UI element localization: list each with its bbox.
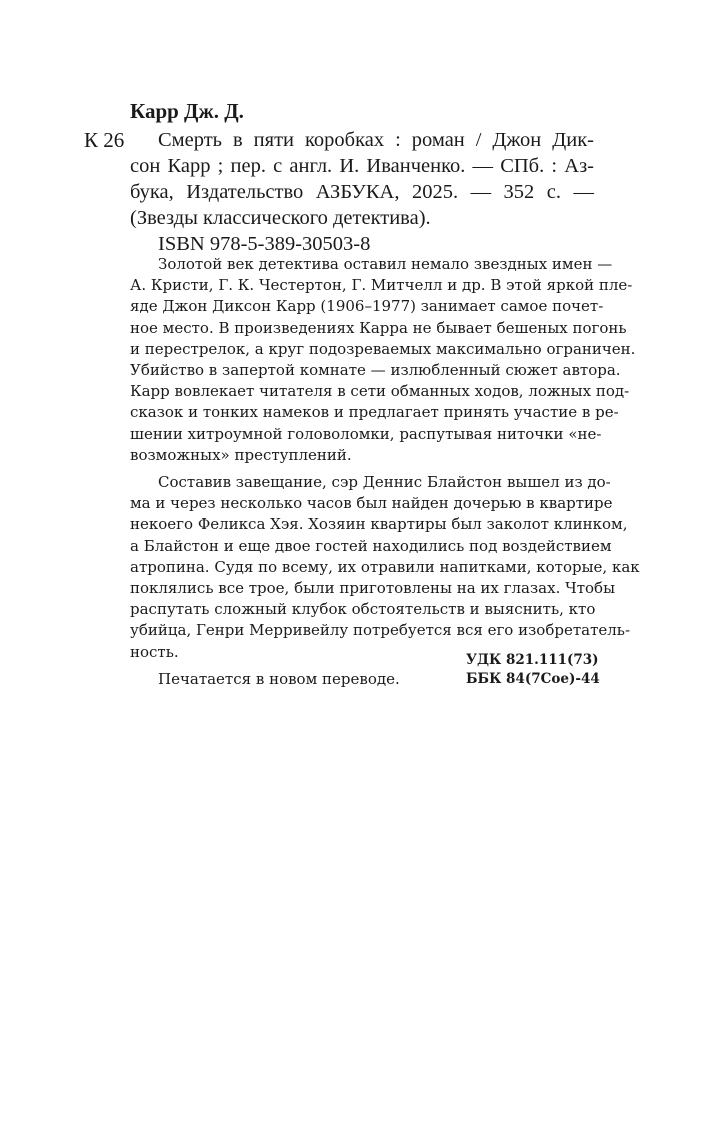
annotation-line: Составив завещание, сэр Деннис Блайстон вышел из до- [158,473,611,492]
annotation-line: шении хитроумной головоломки, распутывая ниточки «не- [130,424,602,443]
bbk-code: ББК 84(7Сое)-44 [466,671,600,687]
annotation-line: убийца, Генри Мерривейлу потребуется вся его изобретатель- [130,621,631,640]
author-heading: Карр Дж. Д. [130,99,244,123]
annotation-line: ма и через несколько часов был найден дочерью в квартире [130,494,613,513]
biblio-line: (Звезды классического детектива). [130,207,431,229]
annotation-line: поклялись все трое, были приготовлены на их глазах. Чтобы [130,579,616,598]
annotation-text [130,254,640,690]
author-sign-code: К 26 [84,128,125,152]
isbn-number: ISBN 978-5-389-30503-8 [158,233,371,255]
bibliographic-description [130,127,594,231]
annotation-line: возможных» преступлений. [130,445,352,464]
classification-codes [466,651,600,689]
annotation-line: яде Джон Диксон Карр (1906–1977) занимает самое почет- [130,297,604,316]
annotation-line: сказок и тонких намеков и предлагает принять участие в ре- [130,403,619,422]
biblio-line: бука, Издательство АЗБУКА, 2025. — 352 с. — [130,181,594,203]
annotation-line: и перестрелок, а круг подозреваемых максимально ограничен. [130,339,636,358]
annotation-line: ное место. В произведениях Карра не бывает бешеных погонь [130,318,627,337]
annotation-line: Убийство в запертой комнате — излюбленный сюжет автора. [130,361,621,380]
annotation-line: А. Кристи, Г. К. Честертон, Г. Митчелл и др. В этой яркой пле- [130,276,633,295]
annotation-line: Золотой век детектива оставил немало звездных имен — [158,255,613,273]
annotation-line: Карр вовлекает читателя в сети обманных ходов, ложных под- [130,382,630,401]
udk-code: УДК 821.111(73) [466,652,599,668]
reprint-note: Печатается в новом переводе. [158,669,400,688]
annotation-line: атропина. Судя по всему, их отравили напитками, которые, как [130,557,640,576]
biblio-line: сон Карр ; пер. с англ. И. Иванченко. — СПб. : Аз- [130,155,594,177]
annotation-line: а Блайстон и еще двое гостей находились под воздействием [130,536,612,555]
annotation-line: некоего Феликса Хэя. Хозяин квартиры был заколот клинком, [130,515,628,534]
annotation-line: распутать сложный клубок обстоятельств и выяснить, кто [130,600,596,619]
biblio-line: Смерть в пяти коробках : роман / Джон Дик- [158,129,594,151]
annotation-line: ность. [130,642,179,661]
